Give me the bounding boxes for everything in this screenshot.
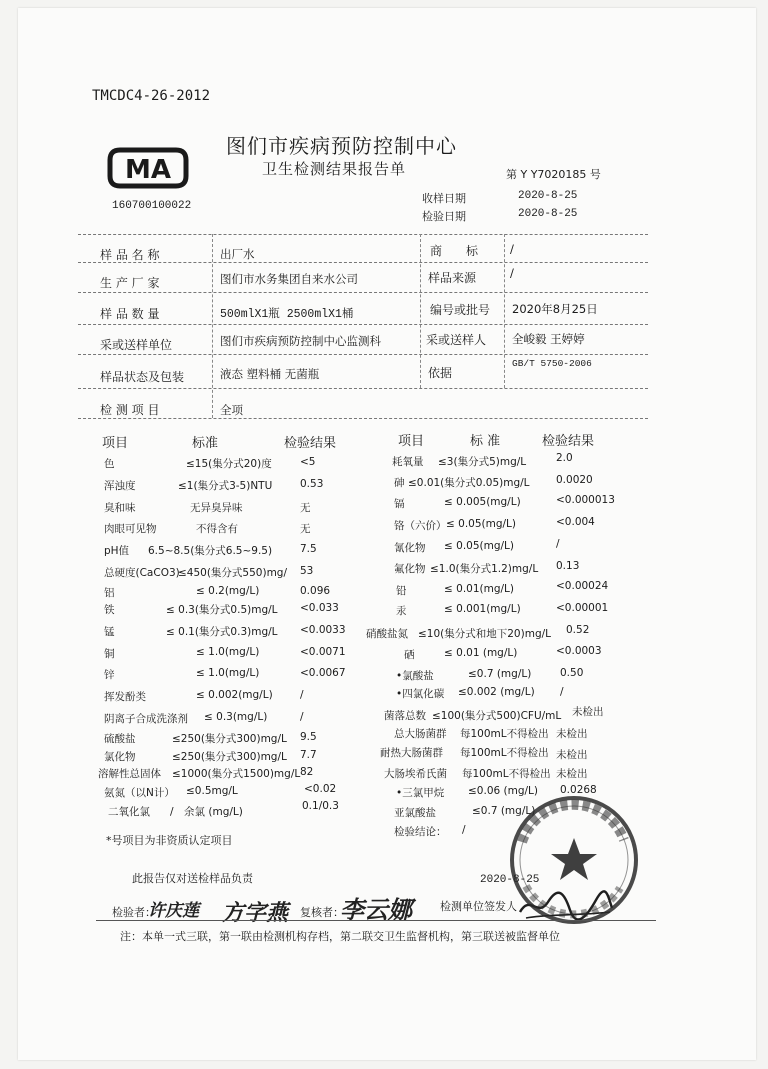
result-value: 未检出	[572, 706, 604, 718]
result-standard: 每100mL不得检出	[460, 747, 549, 759]
result-item: 总硬度(CaCO3)	[104, 567, 180, 579]
producer: 图们市水务集团自来水公司	[220, 272, 358, 286]
source: /	[510, 266, 514, 280]
result-item: 亚氯酸盐	[394, 807, 436, 819]
result-item: 硒	[404, 649, 415, 661]
result-item: •氯酸盐	[396, 670, 434, 682]
sample-name-label: 样 品 名 称	[100, 248, 160, 262]
table-line	[78, 234, 648, 235]
result-value: /	[300, 689, 304, 701]
result-item: 挥发酚类	[104, 691, 146, 703]
result-value: 0.096	[300, 585, 331, 597]
batch-label: 编号或批号	[430, 303, 491, 317]
report-title: 卫生检测结果报告单	[262, 160, 407, 178]
report-date: 2020-8-25	[480, 874, 540, 886]
result-value: 53	[300, 565, 314, 577]
sample-date: 2020-8-25	[518, 190, 578, 202]
disclaimer: 此报告仅对送检样品负责	[132, 872, 253, 885]
result-standard: ≤ 0.05(mg/L)	[444, 540, 514, 552]
result-item: 溶解性总固体	[98, 768, 161, 780]
result-value: <0.004	[556, 516, 595, 528]
test-date-label: 检验日期	[422, 210, 466, 223]
right-item-header: 项目	[398, 434, 425, 449]
result-standard: ≤450(集分式550)mg/	[178, 567, 288, 579]
result-item: 锰	[104, 626, 115, 638]
result-standard: ≤ 0.3(mg/L)	[204, 711, 268, 723]
result-item: 硫酸盐	[104, 733, 136, 745]
result-standard: ≤1.0(集分式1.2)mg/L	[430, 563, 539, 575]
conclusion-label: 检验结论：	[394, 826, 447, 838]
inspector-label: 检验者：	[112, 906, 156, 919]
test-date: 2020-8-25	[518, 208, 578, 220]
ma-logo-icon	[106, 146, 190, 190]
result-item: 氰化物	[394, 542, 426, 554]
table-line	[78, 292, 648, 293]
items: 全项	[220, 403, 243, 417]
result-item: •三氯甲烷	[396, 787, 445, 799]
footer-divider	[96, 920, 656, 921]
result-value: /	[560, 686, 564, 698]
result-standard: ≤3(集分式5)mg/L	[438, 456, 527, 468]
result-standard: ≤0.7 (mg/L)	[472, 805, 536, 817]
inspector-signature-1: 许庆莲	[148, 901, 199, 921]
result-standard: 6.5~8.5(集分式6.5~9.5)	[148, 545, 273, 557]
result-value: 0.0268	[560, 784, 597, 796]
result-item: 锌	[104, 669, 115, 681]
result-value: 7.7	[300, 749, 317, 761]
result-standard: 不得含有	[196, 523, 238, 535]
result-item: 铜	[104, 648, 115, 660]
result-item: 硝酸盐氮	[366, 628, 408, 640]
left-result-header: 检验结果	[284, 436, 337, 451]
result-standard: ≤15(集分式20)度	[186, 458, 272, 470]
conclusion: /	[462, 824, 466, 836]
result-item: 阴离子合成洗涤剂	[104, 713, 188, 725]
result-value: /	[556, 538, 560, 550]
sample-name: 出厂水	[220, 247, 255, 261]
result-value: 未检出	[556, 749, 588, 761]
result-value: <0.033	[300, 602, 339, 614]
result-item: 氟化物	[394, 563, 426, 575]
result-standard: ≤ 0.3(集分式0.5)mg/L	[166, 604, 278, 616]
result-value: /	[300, 711, 304, 723]
result-standard: ≤0.06 (mg/L)	[468, 785, 538, 797]
result-item: 汞	[396, 605, 407, 617]
result-item: 耗氧量	[392, 456, 424, 468]
quantity: 500mlX1瓶 2500mlX1桶	[220, 308, 354, 321]
footer-note: 注：本单一式三联，第一联由检测机构存档，第二联交卫生监督机构，第三联送被监督单位	[120, 930, 560, 943]
result-standard: ≤ 0.01(mg/L)	[444, 583, 514, 595]
result-item: 砷	[394, 477, 405, 489]
result-value: <0.00001	[556, 602, 609, 614]
result-standard: ≤0.01(集分式0.05)mg/L	[408, 477, 530, 489]
result-value: 0.50	[560, 667, 584, 679]
table-line	[212, 234, 213, 418]
quantity-label: 样 品 数 量	[100, 307, 160, 321]
result-item: 总大肠菌群	[394, 728, 447, 740]
result-value: <0.0003	[556, 645, 602, 657]
batch: 2020年8月25日	[512, 302, 598, 316]
document-code: TMCDC4-26-2012	[92, 88, 211, 104]
result-item: pH值	[104, 545, 130, 557]
result-standard: 每100mL不得检出	[460, 728, 549, 740]
producer-label: 生 产 厂 家	[100, 276, 160, 290]
result-item: 菌落总数	[384, 710, 426, 722]
table-line	[78, 388, 648, 389]
result-item: 镉	[394, 498, 405, 510]
result-standard: ≤ 0.005(mg/L)	[444, 496, 521, 508]
result-value: <0.02	[304, 783, 337, 795]
result-standard: 无异臭异味	[190, 502, 243, 514]
sample-date-label: 收样日期	[422, 192, 466, 205]
result-standard: ≤1000(集分式1500)mg/L	[172, 768, 301, 780]
result-standard: ≤ 0.2(mg/L)	[196, 585, 260, 597]
result-standard: ≤ 0.002(mg/L)	[196, 689, 273, 701]
source-label: 样品来源	[428, 271, 477, 285]
result-value: <5	[300, 456, 316, 468]
right-result-header: 检验结果	[542, 434, 595, 449]
submitter-unit-label: 采或送样单位	[100, 338, 173, 352]
brand-label: 商 标	[430, 244, 479, 258]
result-standard: ≤ 0.01 (mg/L)	[444, 647, 518, 659]
brand: /	[510, 242, 514, 256]
reviewer-signature: 李云娜	[340, 895, 412, 924]
result-standard: ≤ 0.05(mg/L)	[446, 518, 516, 530]
result-item: 臭和味	[104, 502, 136, 514]
table-line	[78, 324, 648, 325]
result-item: 色	[104, 458, 115, 470]
result-item: 二氧化氯	[108, 806, 150, 818]
result-standard: ≤10(集分式和地下20)mg/L	[418, 628, 551, 640]
result-value: 无	[300, 502, 311, 514]
inspector-signature-2: 方字燕	[222, 900, 289, 926]
table-line	[78, 418, 648, 419]
result-value: 9.5	[300, 731, 317, 743]
result-standard: ≤ 1.0(mg/L)	[196, 646, 260, 658]
left-item-header: 项目	[102, 436, 129, 451]
table-line	[420, 234, 421, 388]
package: 液态 塑料桶 无菌瓶	[220, 367, 320, 381]
submitter: 全峻毅 王婷婷	[512, 332, 585, 346]
result-item: 肉眼可见物	[104, 523, 157, 535]
result-value: <0.000013	[556, 494, 615, 506]
result-item: 大肠埃希氏菌	[384, 768, 447, 780]
result-standard: ≤0.5mg/L	[186, 785, 238, 797]
issuer-label: 检测单位签发人	[440, 900, 517, 913]
left-standard-header: 标准	[192, 436, 219, 451]
result-item: •四氯化碳	[396, 688, 445, 700]
official-seal-icon	[504, 790, 644, 930]
result-standard: ≤250(集分式300)mg/L	[172, 733, 287, 745]
result-standard: ≤250(集分式300)mg/L	[172, 751, 287, 763]
result-standard: ≤ 0.1(集分式0.3)mg/L	[166, 626, 278, 638]
result-item: 铬（六价）	[394, 520, 447, 532]
result-value: 82	[300, 766, 314, 778]
table-line	[78, 354, 648, 355]
result-value: 无	[300, 523, 311, 535]
result-value: 7.5	[300, 543, 317, 555]
result-value: <0.0033	[300, 624, 346, 636]
result-item: 浑浊度	[104, 480, 136, 492]
result-item: 氯化物	[104, 751, 136, 763]
report-number: 第 Y Y7020185 号	[506, 168, 601, 181]
result-standard: ≤ 0.001(mg/L)	[444, 603, 521, 615]
result-item: 铁	[104, 604, 115, 616]
certificate-number: 160700100022	[112, 200, 192, 212]
items-label: 检 测 项 目	[100, 403, 160, 417]
result-value: 0.53	[300, 478, 324, 490]
right-standard-header: 标 准	[470, 434, 501, 449]
submitter-unit: 图们市疾病预防控制中心监测科	[220, 334, 381, 348]
result-value: 未检出	[556, 768, 588, 780]
result-standard: ≤100(集分式500)CFU/mL	[432, 710, 562, 722]
organization-name: 图们市疾病预防控制中心	[226, 134, 457, 158]
result-value: <0.0067	[300, 667, 346, 679]
result-value: 0.52	[566, 624, 590, 636]
reviewer-label: 复核者：	[300, 906, 344, 919]
result-value: 0.1/0.3	[302, 800, 339, 812]
result-value: 0.13	[556, 560, 580, 572]
result-standard: ≤0.7 (mg/L)	[468, 668, 532, 680]
table-line	[504, 234, 505, 388]
result-standard: ≤ 1.0(mg/L)	[196, 667, 260, 679]
ma-logo-text: MA	[125, 155, 171, 185]
submitter-label: 采或送样人	[426, 333, 487, 347]
result-standard: ≤0.002 (mg/L)	[458, 686, 535, 698]
result-value: 0.0020	[556, 474, 593, 486]
result-item: 铅	[396, 585, 407, 597]
result-value: 未检出	[556, 728, 588, 740]
package-label: 样品状态及包装	[100, 370, 185, 384]
result-item: 铝	[104, 587, 115, 599]
result-standard: 每100mL不得检出	[462, 768, 551, 780]
result-value: <0.00024	[556, 580, 609, 592]
result-standard: / 余氯 (mg/L)	[170, 806, 243, 818]
result-value: <0.0071	[300, 646, 346, 658]
result-value: 2.0	[556, 452, 573, 464]
basis: GB/T 5750-2006	[512, 358, 592, 369]
result-item: 耐热大肠菌群	[380, 747, 443, 759]
table-line	[78, 262, 648, 263]
result-standard: ≤1(集分式3-5)NTU	[178, 480, 273, 492]
basis-label: 依据	[428, 366, 453, 380]
result-item: 氨氮（以N计）	[104, 787, 175, 799]
star-note: *号项目为非资质认定项目	[106, 834, 233, 847]
